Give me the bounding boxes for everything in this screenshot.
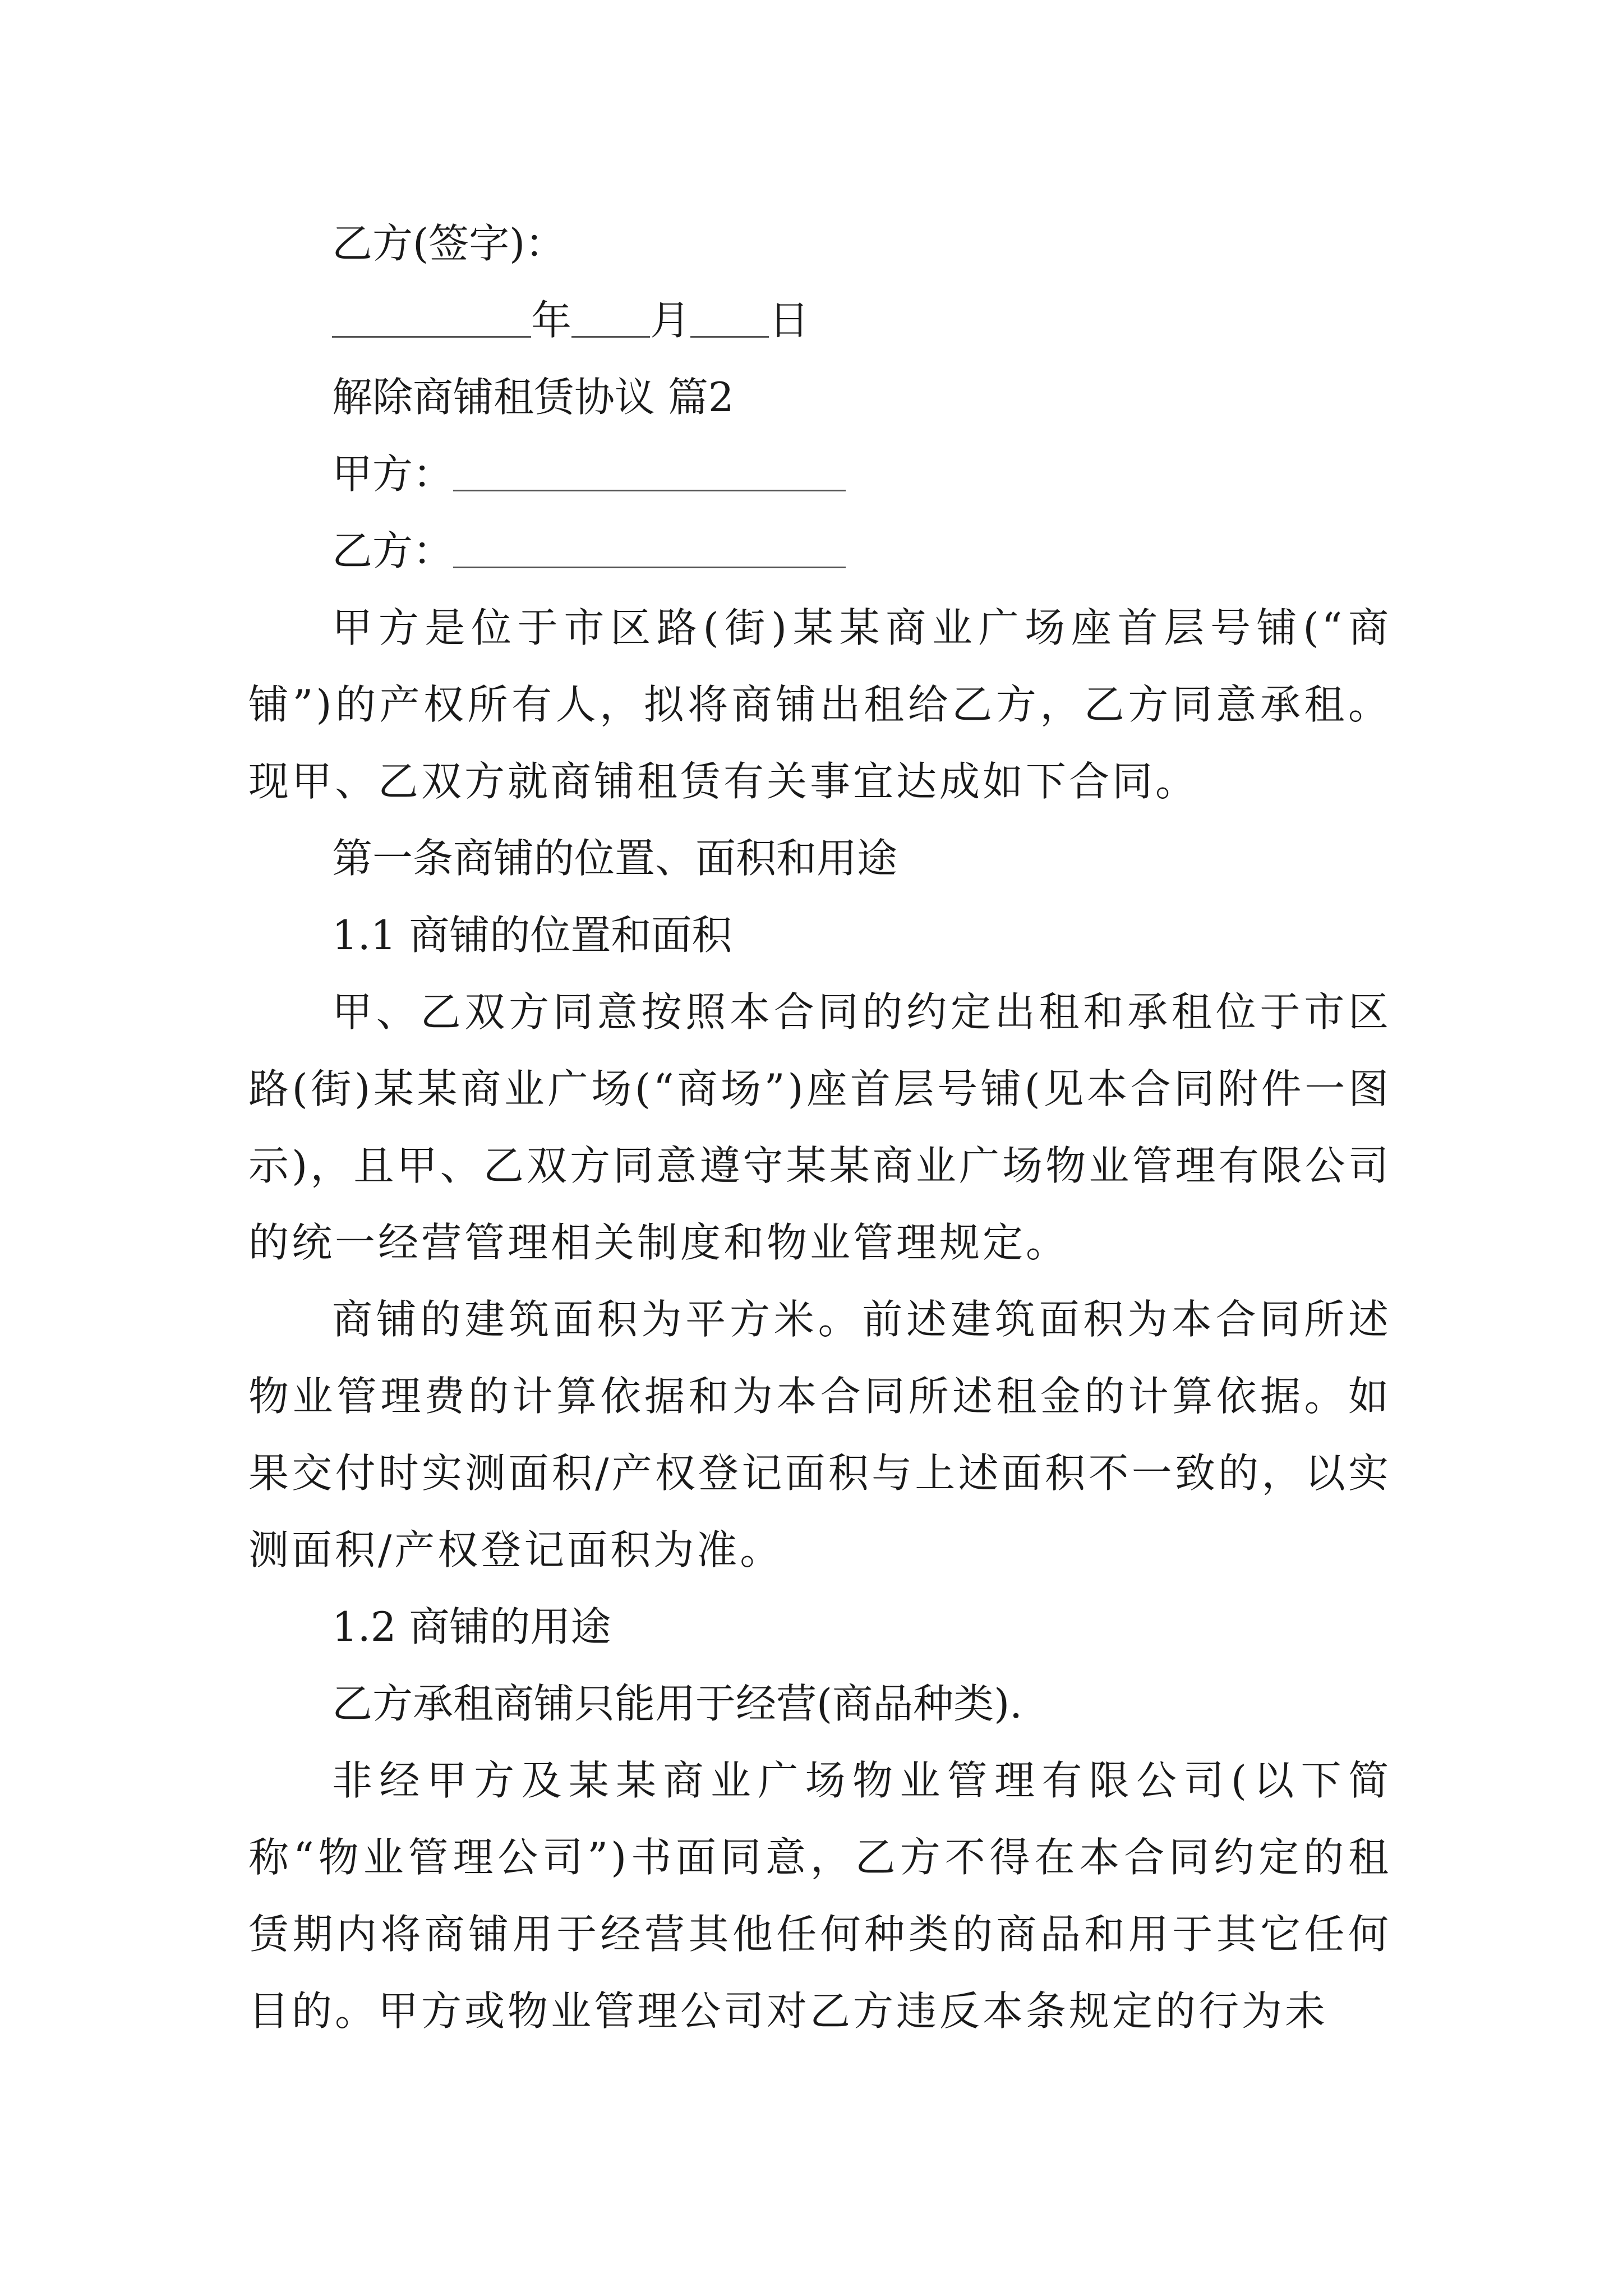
clause-1-1-title: 1.1 商铺的位置和面积 [332,912,732,959]
clause-1-2-paragraph-1: 乙方承租商铺只能用于经营(商品种类). [332,1680,1023,1727]
year-blank [332,297,531,338]
month-blank [571,297,650,338]
section-heading: 解除商铺租赁协议 篇2 [332,374,734,421]
party-a-label: 甲方： [332,450,454,498]
party-b-blank [453,527,846,568]
intro-paragraph: 甲方是位于市区路(街)某某商业广场座首层号铺(“商铺”)的产权所有人，拟将商铺出租给乙方，乙方同意承租。现甲、乙双方就商铺租赁有关事宜达成如下合同。 [248,604,1391,805]
party-b-signature-line [332,205,1391,282]
clause-1-1-paragraph-1: 甲、乙双方同意按照本合同的约定出租和承租位于市区路(街)某某商业广场(“商场”)座首层号铺(见本合同附件一图示)，且甲、乙双方同意遵守某某商业广场物业管理有限公司的统一经营管理相关制度和物业管理规定。 [248,988,1391,1266]
clause-1-2-paragraph-2: 非经甲方及某某商业广场物业管理有限公司(以下简称“物业管理公司”)书面同意，乙方不得在本合同约定的租赁期内将商铺用于经营其他任何种类的商品和用于其它任何目的。甲方或物业管理公司对乙方违反本条规定的行为未 [248,1757,1391,2035]
party-b-signature-label: 乙方(签字)： [332,220,566,267]
date-line [332,282,1391,359]
year-label: 年 [531,297,572,344]
party-a-line [332,436,1391,513]
party-b-label: 乙方： [332,527,454,574]
day-label: 日 [769,297,810,344]
article-1-title: 第一条商铺的位置、面积和用途 [332,835,898,882]
clause-1-2-title: 1.2 商铺的用途 [332,1603,611,1650]
clause-1-1-paragraph-2: 商铺的建筑面积为平方米。前述建筑面积为本合同所述物业管理费的计算依据和为本合同所述租金的计算依据。如果交付时实测面积/产权登记面积与上述面积不一致的，以实测面积/产权登记面积为准。 [248,1296,1391,1573]
month-label: 月 [650,297,691,344]
day-blank [690,297,769,338]
party-a-blank [453,450,846,491]
party-b-line [332,513,1391,590]
